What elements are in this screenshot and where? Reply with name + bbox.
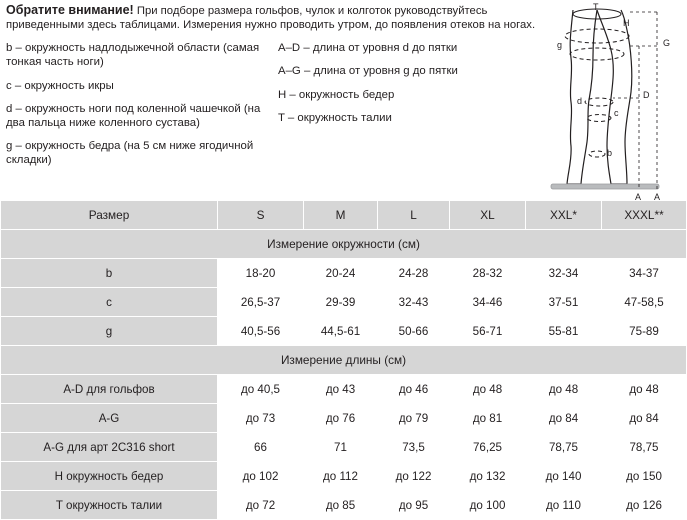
row-value: 29-39 [304, 288, 378, 317]
table-row [1, 433, 687, 462]
row-label: g [1, 317, 218, 346]
row-value: до 48 [526, 375, 602, 404]
diagram-label-g: g [556, 40, 562, 50]
diagram-label-D: D [642, 90, 650, 100]
diagram-label-A2: A [653, 192, 660, 202]
row-value: до 102 [218, 462, 304, 491]
row-value: 24-28 [378, 259, 450, 288]
row-value: 66 [218, 433, 304, 462]
row-value: 76,25 [450, 433, 526, 462]
row-value: 56-71 [450, 317, 526, 346]
size-table [0, 200, 687, 520]
row-value: до 84 [526, 404, 602, 433]
row-value: до 73 [218, 404, 304, 433]
diagram-label-G: G [662, 38, 670, 48]
definition-item: T – окружность талии [278, 111, 392, 124]
row-value: 32-34 [526, 259, 602, 288]
info-section [0, 0, 686, 200]
text-column [6, 4, 539, 200]
row-value: до 85 [304, 491, 378, 520]
row-value: до 72 [218, 491, 304, 520]
definition-item: H – окружность бедер [278, 88, 395, 101]
row-value: 44,5-61 [304, 317, 378, 346]
row-label: T окружность талии [1, 491, 218, 520]
table-row [1, 462, 687, 491]
row-value: 37-51 [526, 288, 602, 317]
definition-item: A–D – длина от уровня d до пятки [278, 42, 458, 55]
row-value: до 40,5 [218, 375, 304, 404]
row-value: 47-58,5 [602, 288, 687, 317]
row-label: b [1, 259, 218, 288]
section-title: Измерение окружности (см) [1, 230, 687, 259]
row-value: 55-81 [526, 317, 602, 346]
row-label: c [1, 288, 218, 317]
definitions-left-column [6, 41, 278, 176]
row-value: 26,5-37 [218, 288, 304, 317]
header-size-m: M [304, 201, 378, 230]
row-value: 78,75 [526, 433, 602, 462]
row-value: до 43 [304, 375, 378, 404]
row-value: до 112 [304, 462, 378, 491]
header-size-xxxl: XXXL** [602, 201, 687, 230]
row-value: 40,5-56 [218, 317, 304, 346]
header-size-label: Размер [1, 201, 218, 230]
table-row [1, 317, 687, 346]
definitions-block [6, 41, 539, 176]
row-value: до 48 [450, 375, 526, 404]
row-value: до 79 [378, 404, 450, 433]
diagram-label-A1: A [634, 192, 641, 202]
diagram-label-T: T [592, 2, 599, 12]
intro-paragraph [6, 4, 539, 32]
intro-bold: Обратите внимание! [6, 3, 134, 17]
row-label: A-D для гольфов [1, 375, 218, 404]
diagram-label-b: b [606, 148, 612, 158]
table-header-row [1, 201, 687, 230]
row-value: 71 [304, 433, 378, 462]
diagram-label-d: d [576, 96, 582, 106]
row-label: H окружность бедер [1, 462, 218, 491]
row-value: до 150 [602, 462, 687, 491]
header-size-xl: XL [450, 201, 526, 230]
table-row [1, 259, 687, 288]
definition-item: c – окружность икры [6, 79, 114, 92]
diagram-label-c: c [613, 108, 619, 118]
row-value: 78,75 [602, 433, 687, 462]
table-row [1, 288, 687, 317]
row-value: до 95 [378, 491, 450, 520]
row-value: до 126 [602, 491, 687, 520]
definition-item: A–G – длина от уровня g до пятки [278, 65, 458, 78]
leg-measurement-diagram [539, 4, 678, 200]
row-value: до 84 [602, 404, 687, 433]
row-value: 34-37 [602, 259, 687, 288]
row-label: A-G [1, 404, 218, 433]
row-value: до 46 [378, 375, 450, 404]
row-value: до 81 [450, 404, 526, 433]
definition-item: d – окружность ноги под коленной чашечкой (на два пальца ниже коленного сустава) [6, 102, 261, 129]
row-value: до 110 [526, 491, 602, 520]
header-size-xxl: XXL* [526, 201, 602, 230]
row-value: до 122 [378, 462, 450, 491]
header-size-l: L [378, 201, 450, 230]
row-value: 75-89 [602, 317, 687, 346]
row-value: до 140 [526, 462, 602, 491]
section-header-circumference [1, 230, 687, 259]
row-value: до 100 [450, 491, 526, 520]
row-value: 34-46 [450, 288, 526, 317]
table-row [1, 491, 687, 520]
table-row [1, 404, 687, 433]
row-value: 73,5 [378, 433, 450, 462]
definition-item: b – окружность надлодыжечной области (самая тонкая часть ноги) [6, 42, 260, 69]
leg-diagram-svg [535, 4, 685, 204]
definition-item: g – окружность бедра (на 5 см ниже ягодичной складки) [6, 140, 254, 167]
header-size-s: S [218, 201, 304, 230]
row-value: 50-66 [378, 317, 450, 346]
table-row [1, 375, 687, 404]
intro-rest: При подборе размера гольфов, чулок и колготок руководствуйтесь приведенными здесь таблицами. Измерения нужно проводить утром, до появления отеков на ногах. [6, 5, 536, 31]
row-label: A-G для арт 2C316 short [1, 433, 218, 462]
row-value: до 132 [450, 462, 526, 491]
row-value: 20-24 [304, 259, 378, 288]
row-value: 18-20 [218, 259, 304, 288]
row-value: 32-43 [378, 288, 450, 317]
section-title: Измерение длины (см) [1, 346, 687, 375]
row-value: 28-32 [450, 259, 526, 288]
definitions-right-column [278, 41, 538, 176]
row-value: до 76 [304, 404, 378, 433]
diagram-label-H: H [622, 18, 630, 28]
row-value: до 48 [602, 375, 687, 404]
section-header-length [1, 346, 687, 375]
